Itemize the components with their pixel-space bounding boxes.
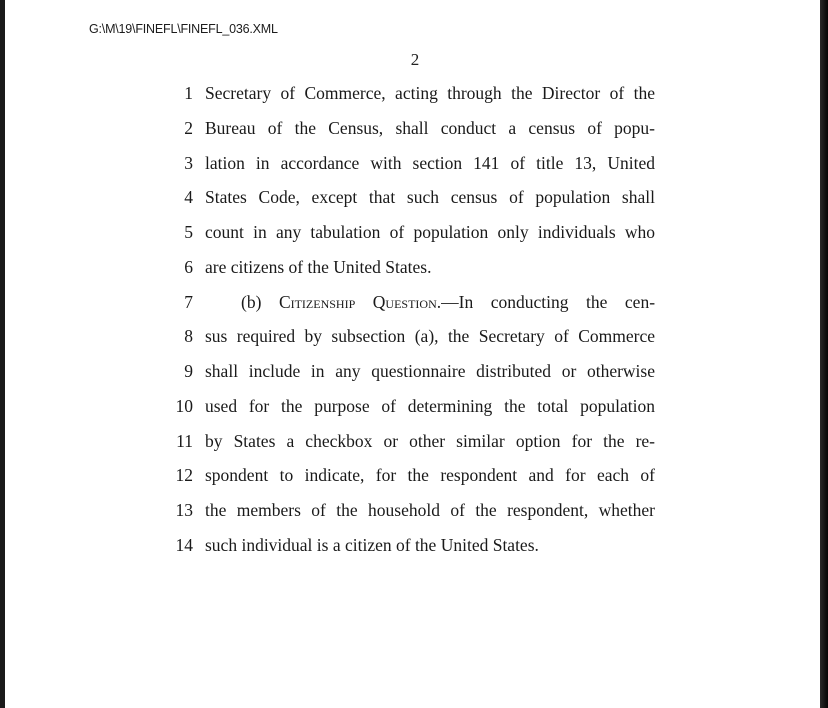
line-text: count in any tabulation of population only individuals who	[205, 222, 655, 242]
bill-line	[5, 394, 820, 418]
line-number: 9	[184, 361, 193, 381]
line-text: shall include in any questionnaire distributed or otherwise	[205, 361, 655, 381]
page-number: 2	[410, 50, 420, 69]
line-number: 11	[176, 431, 193, 451]
bill-line	[5, 533, 820, 557]
line-text: sus required by subsection (a), the Secretary of Commerce	[205, 326, 655, 346]
line-number: 12	[175, 465, 193, 485]
bill-line	[5, 463, 820, 487]
bill-line	[5, 151, 820, 175]
bill-line	[5, 290, 820, 314]
line-number: 6	[184, 257, 193, 277]
line-number: 2	[184, 118, 193, 138]
line-number: 5	[184, 222, 193, 242]
line-number: 14	[175, 535, 193, 555]
line-number: 10	[175, 396, 193, 416]
line-text: lation in accordance with section 141 of title 13, United	[205, 153, 655, 173]
bill-line	[5, 116, 820, 140]
bill-line	[5, 185, 820, 209]
line-text: by States a checkbox or other similar option for the re-	[205, 431, 655, 451]
line-number: 1	[184, 83, 193, 103]
subsection-label: (b)	[241, 292, 279, 312]
line-text: Secretary of Commerce, acting through the Director of the	[205, 83, 655, 103]
line-text: the members of the household of the respondent, whether	[205, 500, 655, 520]
subsection-text: .—In conducting the cen-	[436, 292, 656, 312]
line-text: are citizens of the United States.	[205, 257, 432, 277]
bill-line	[5, 429, 820, 453]
line-number: 13	[175, 500, 193, 520]
line-number: 4	[184, 187, 193, 207]
line-text: States Code, except that such census of population shall	[205, 187, 655, 207]
bill-line	[5, 498, 820, 522]
bill-line	[5, 255, 820, 279]
bill-line	[5, 220, 820, 244]
line-text: used for the purpose of determining the total population	[205, 396, 655, 416]
bill-line	[5, 81, 820, 105]
window-edge	[820, 0, 828, 708]
line-text: such individual is a citizen of the United States.	[205, 535, 539, 555]
line-text	[241, 290, 655, 314]
file-path-header: G:\M\19\FINEFL\FINEFL_036.XML	[89, 22, 278, 36]
bill-line	[5, 359, 820, 383]
line-number: 8	[184, 326, 193, 346]
line-text: Bureau of the Census, shall conduct a census of popu-	[205, 118, 655, 138]
bill-line	[5, 324, 820, 348]
subsection-heading: Citizenship Question	[278, 292, 437, 312]
bill-text	[5, 0, 820, 708]
line-text: spondent to indicate, for the respondent and for each of	[205, 465, 655, 485]
line-number: 3	[184, 153, 193, 173]
document-page	[5, 0, 820, 708]
line-number: 7	[184, 292, 193, 312]
